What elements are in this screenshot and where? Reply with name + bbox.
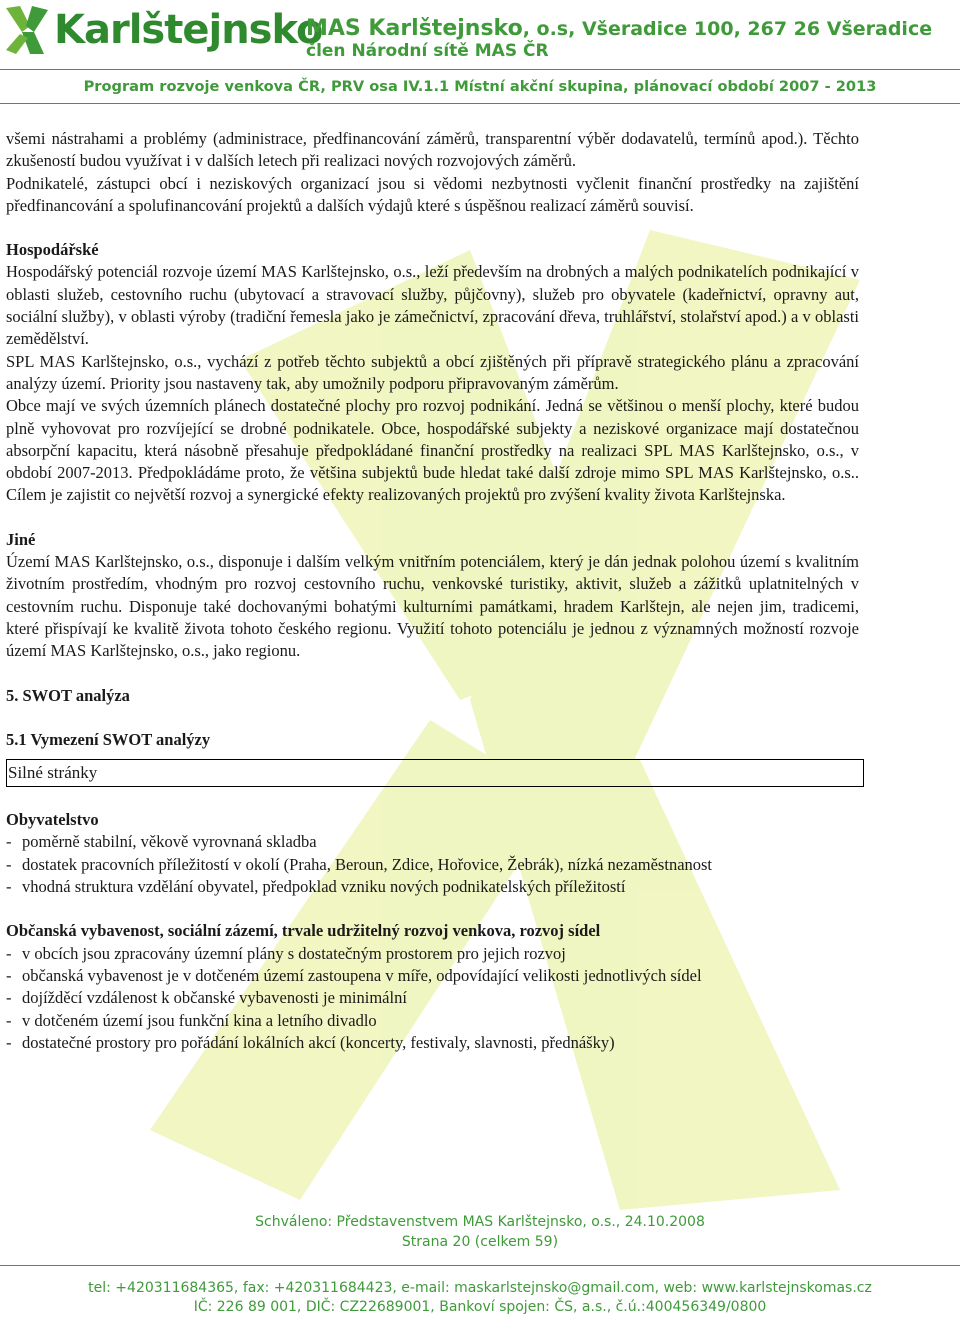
logo-text: Karlštejnsko xyxy=(54,7,323,53)
paragraph: všemi nástrahami a problémy (administrace, předfinancování záměrů, transparentní výběr dodavatelů, termínů apod.). Těchto zkušeností budou využívat i v dalších letech při realizaci nových rozvojových záměrů. xyxy=(6,129,859,171)
document-body xyxy=(6,128,859,1054)
list-item: - poměrně stabilní, věkově vyrovnaná skladba xyxy=(6,831,859,853)
heading-population: Obyvatelstvo xyxy=(6,810,99,830)
list-item: - dojížděcí vzdálenost k občanské vybavenosti je minimální xyxy=(6,987,859,1009)
paragraph: Podnikatelé, zástupci obcí i neziskových organizací jsou si vědomi nezbytnosti vyčlenit finanční prostředky na zajištění předfinancování a spolufinancování projektů a dalších výdajů které s úspěšnou realizací záměrů souvisí. xyxy=(6,173,859,215)
civic-list xyxy=(6,943,859,1054)
header-rule xyxy=(0,69,960,70)
page-footer xyxy=(0,1212,960,1315)
list-item: - vhodná struktura vzdělání obyvatel, předpoklad vzniku nových podnikatelských příležitostí xyxy=(6,876,859,898)
contact-line: tel: +420311684365, fax: +420311684423, e-mail: maskarlstejnsko@gmail.com, web: www.karlstejnskomas.cz xyxy=(88,1280,872,1296)
section-heading-swot: 5. SWOT analýza xyxy=(6,685,130,705)
footer-rule xyxy=(0,1265,960,1266)
org-address: , o.s, Všeradice 100, 267 26 Všeradice xyxy=(522,18,933,40)
karlstejnsko-logo xyxy=(4,4,323,60)
header-rule xyxy=(0,103,960,104)
membership-line: člen Národní sítě MAS ČR xyxy=(306,41,549,61)
list-item: - v dotčeném území jsou funkční kina a letního divadlo xyxy=(6,1010,859,1032)
paragraph: Hospodářský potenciál rozvoje území MAS Karlštejnsko, o.s., leží především na drobných a malých podnikatelích podnikající v oblasti služeb, cestovního ruchu (ubytovací a stravovací služby, půjčovny), služeb pro obyvatele (kadeřnictví, opravny aut, sociální služby), v oblasti výroby (tradiční řemesla jako je zámečnictví, zpracování dřeva, truhlářství, stolařství apod.) a v oblasti zemědělství. xyxy=(6,262,859,349)
list-item: - dostatek pracovních příležitostí v okolí (Praha, Beroun, Zdice, Hořovice, Žebrák), nízká nezaměstnanost xyxy=(6,854,859,876)
list-item: - dostatečné prostory pro pořádání lokálních akcí (koncerty, festivaly, slavnosti, přednášky) xyxy=(6,1032,859,1054)
paragraph: Území MAS Karlštejnsko, o.s., disponuje i dalším velkým vnitřním potenciálem, který je dán jednak polohou území s kvalitním životním prostředím, vhodným pro rozvoj cestovního ruchu, venkovské turistiky, aktivit, služeb a zážitků uplatnitelných v cestovním ruchu. Disponuje také dochovanými bohatými kulturními památkami, hradem Karlštejn, ale nejen jim, tradicemi, které přispívají ke kvalitě života tohoto českého regionu. Využití tohoto potenciálu je jednou z významných možností rozvoje území MAS Karlštejnsko, o.s., jako regionu. xyxy=(6,552,859,661)
paragraph: Obce mají ve svých územních plánech dostatečné plochy pro rozvoj podnikání. Jedná se většinou o menší plochy, které budou plně vyhovovat pro rozvíjející se drobné podnikatele. Obce, hospodářské subjekty a neziskové organizace mají dostatečnou absorpční kapacitu, která násobně přesahuje předpokládané finanční prostředky na realizaci SPL MAS Karlštejnsko, o.s., v období 2007-2013. Předpokládáme proto, že většina subjektů bude hledat také další zdroje mimo SPL MAS Karlštejnsko, o.s.. Cílem je zajistit co největší rozvoj a synergické efekty realizovaných projektů pro zvýšení kvality života Karlštejnska. xyxy=(6,396,859,505)
section-heading-economic: Hospodářské xyxy=(6,240,99,260)
paragraph: SPL MAS Karlštejnsko, o.s., vychází z potřeb těchto subjektů a obcí zjištěných při přípravě strategického plánu a zpracování analýzy území. Priority jsou nastaveny tak, aby umožnily podporu připravovaným záměrům. xyxy=(6,351,859,393)
section-heading-other: Jiné xyxy=(6,529,36,549)
population-list xyxy=(6,831,859,898)
x-leaf-logo-icon xyxy=(4,4,52,56)
heading-civic-amenities: Občanská vybavenost, sociální zázemí, trvale udržitelný rozvoj venkova, rozvoj sídel xyxy=(6,921,601,941)
list-item: - v obcích jsou zpracovány územní plány s dostatečným prostorem pro jejich rozvoj xyxy=(6,943,859,965)
org-name: MAS Karlštejnsko xyxy=(306,16,523,41)
company-ids-line: IČ: 226 89 001, DIČ: CZ22689001, Bankoví spojen: ČS, a.s., č.ú.:400456349/0800 xyxy=(193,1299,767,1315)
strengths-box: Silné stránky xyxy=(6,759,864,787)
approval-note: Schváleno: Představenstvem MAS Karlštejnsko, o.s., 24.10.2008 xyxy=(255,1214,705,1230)
organization-name xyxy=(306,16,932,41)
program-line: Program rozvoje venkova ČR, PRV osa IV.1.1 Místní akční skupina, plánovací období 2007 - 2013 xyxy=(83,78,877,95)
page-header xyxy=(0,0,960,112)
list-item: - občanská vybavenost je v dotčeném území zastoupena v míře, odpovídající velikosti jednotlivých sídel xyxy=(6,965,859,987)
subsection-heading-swot-definition: 5.1 Vymezení SWOT analýzy xyxy=(6,729,211,749)
page-number: Strana 20 (celkem 59) xyxy=(401,1234,559,1250)
